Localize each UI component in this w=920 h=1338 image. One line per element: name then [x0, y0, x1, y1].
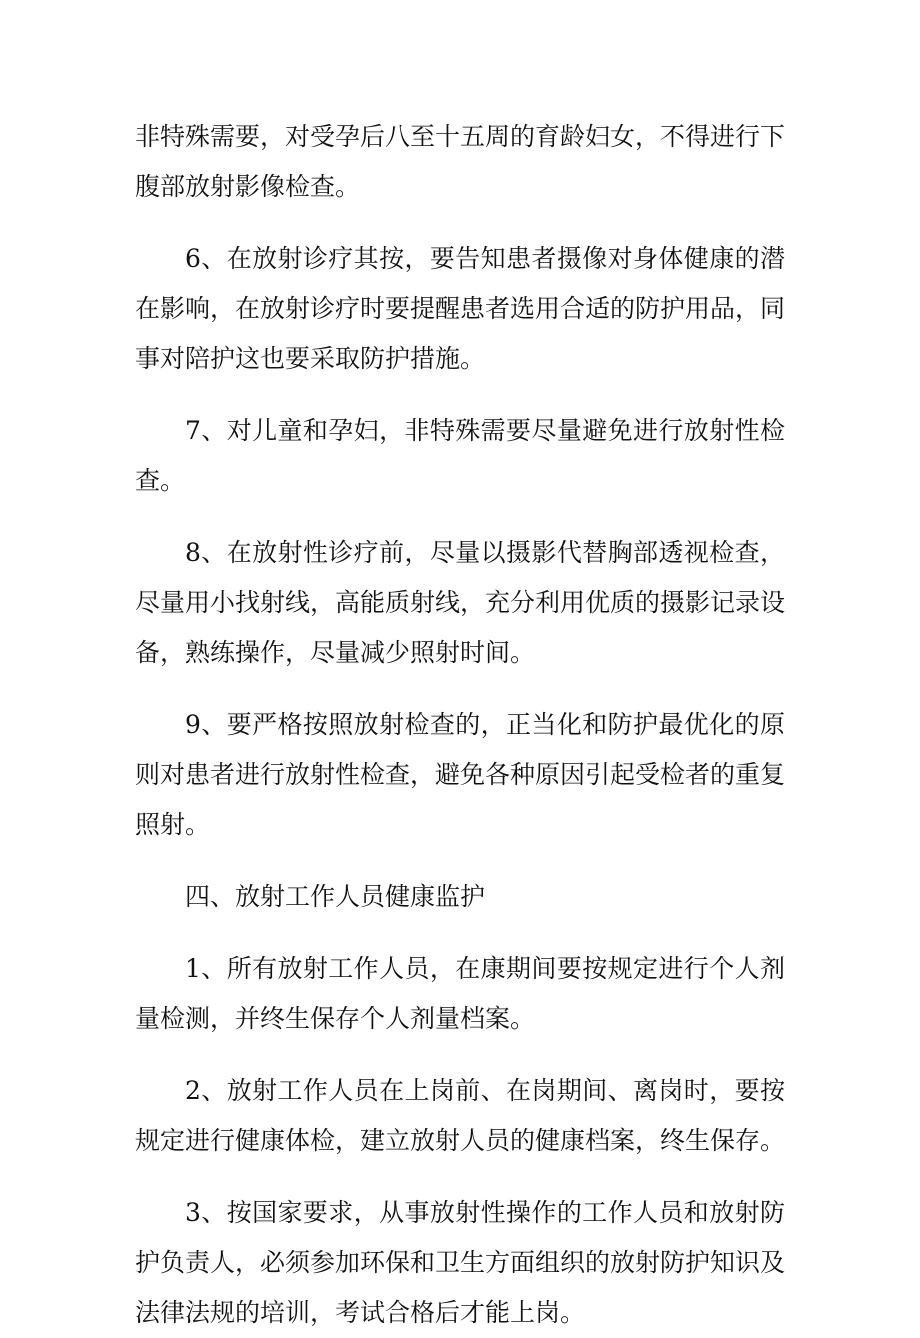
- paragraph-item-7: 7、对儿童和孕妇，非特殊需要尽量避免进行放射性检查。: [135, 416, 785, 495]
- paragraph-item-6: 6、在放射诊疗其按，要告知患者摄像对身体健康的潜在影响，在放射诊疗时要提醒患者选用合适的防护用品，同事对陪护这也要采取防护措施。: [135, 244, 786, 373]
- paragraph-item-2: 2、放射工作人员在上岗前、在岗期间、离岗时，要按规定进行健康体检，建立放射人员的健康档案，终生保存。: [135, 1076, 786, 1155]
- paragraph-item-3: 3、按国家要求，从事放射性操作的工作人员和放射防护负责人，必须参加环保和卫生方面组织的放射防护知识及法律法规的培训，考试合格后才能上岗。: [135, 1198, 786, 1327]
- paragraph-item-9: 9、要严格按照放射检查的，正当化和防护最优化的原则对患者进行放射性检查，避免各种原因引起受检者的重复照射。: [135, 710, 786, 839]
- section-heading-4: 四、放射工作人员健康监护: [185, 882, 486, 911]
- paragraph-item-8: 8、在放射性诊疗前，尽量以摄影代替胸部透视检查，尽量用小找射线，高能质射线，充分利用优质的摄影记录设备，熟练操作，尽量减少照射时间。: [135, 538, 786, 667]
- document-body: [135, 112, 785, 1338]
- paragraph-item-1: 1、所有放射工作人员，在康期间要按规定进行个人剂量检测，并终生保存个人剂量档案。: [135, 954, 785, 1033]
- paragraph-continuation: 非特殊需要，对受孕后八至十五周的育龄妇女，不得进行下腹部放射影像检查。: [135, 122, 786, 201]
